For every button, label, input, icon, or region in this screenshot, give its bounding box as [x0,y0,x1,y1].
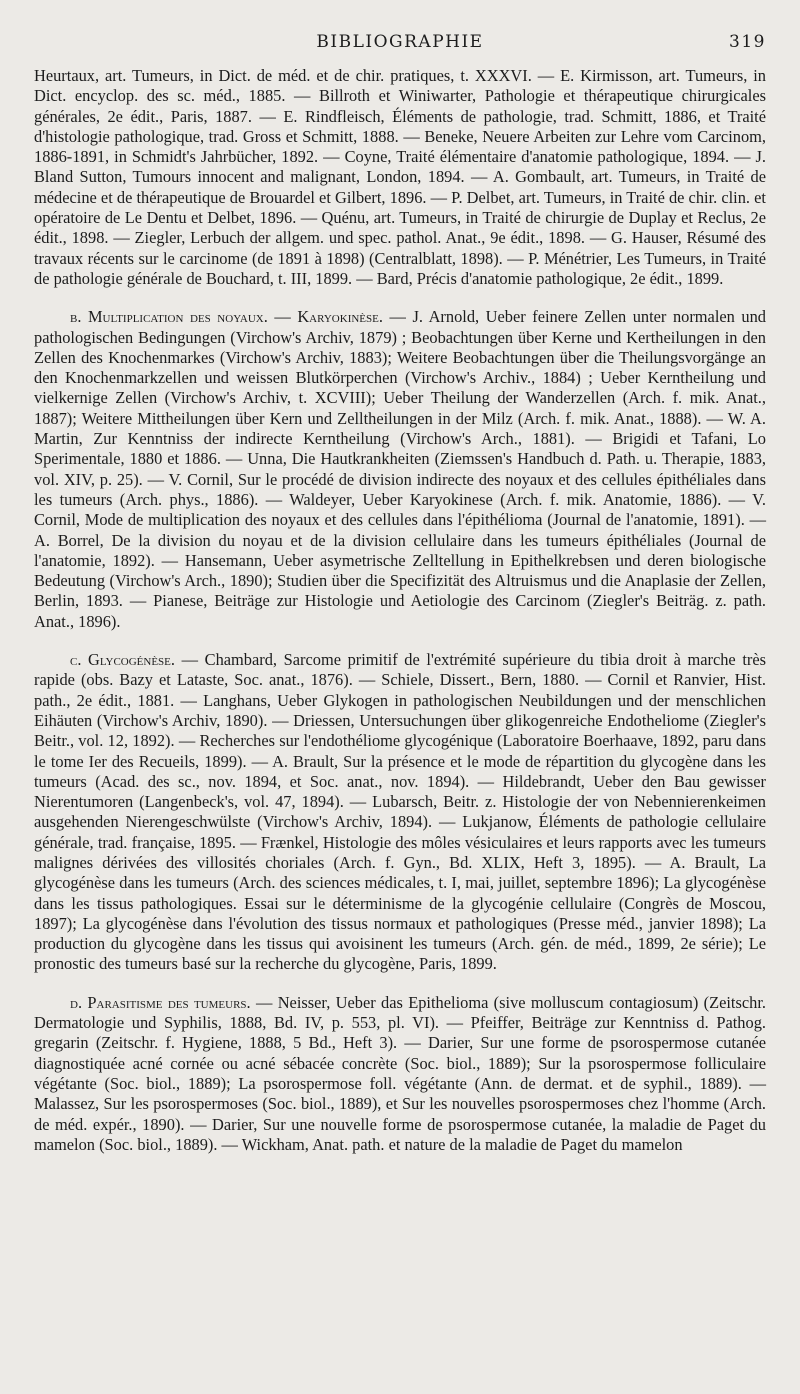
paragraph-text: — Neisser, Ueber das Epithelioma (sive molluscum contagiosum) (Zeitschr. Dermatologie und Syphilis, 1888, Bd. IV, p. 553, pl. VI). — Pfeiffer, Beiträge zur Kenntniss d. Pathog. gregarin (Zeitschr. f. Hygiene, 1888, 5 Bd., Heft 3). — Darier, Sur une forme de psorospermose cutanée diagnostiquée acné cornée ou acné sébacée concrète (Soc. biol., 1889); Sur la psorospermose folliculaire végétante (Soc. biol., 1889); La psorospermose foll. végétante (Ann. de dermat. et de syphil., 1889). — Malassez, Sur les psorospermoses (Soc. biol., 1889), et Sur les nouvelles psorospermoses chez l'homme (Arch. de méd. expér., 1890). — Darier, Sur une nouvelle forme de psorospermose cutanée, la maladie de Paget du mamelon (Soc. biol., 1889). — Wickham, Anat. path. et nature de la maladie de Paget du mamelon [34,992,766,1154]
bibliography-body [34,66,766,1155]
section-label: d. Parasitisme des tumeurs. [70,992,251,1012]
page-number: 319 [729,32,766,52]
bibliography-paragraph-general [34,66,766,289]
section-label: c. Glycogénèse. [70,650,175,670]
bibliography-paragraph-karyokinese [34,307,766,632]
running-title: BIBLIOGRAPHIE [316,32,484,52]
paragraph-text: Heurtaux, art. Tumeurs, in Dict. de méd. et de chir. pratiques, t. XXXVI. — E. Kirmisson, art. Tumeurs, in Dict. encyclop. des sc. méd., 1885. — Billroth et Winiwarter, Pathologie et thérapeutique chirurgicales générales, 2e édit., Paris, 1887. — E. Rindfleisch, Éléments de pathologie, trad. Schmitt, 1886, et Traité d'histologie pathologique, trad. Gross et Schmitt, 1888. — Beneke, Neuere Arbeiten zur Lehre vom Carcinom, 1886-1891, in Schmidt's Jahrbücher, 1892. — Coyne, Traité élémentaire d'anatomie pathologique, 1894. — J. Bland Sutton, Tumours innocent and malignant, London, 1894. — A. Gombault, art. Tumeurs, in Traité de médecine et de thérapeutique de Brouardel et Gilbert, 1896. — P. Delbet, art. Tumeurs, in Traité de chir. clin. et opératoire de Le Dentu et Delbet, 1896. — Quénu, art. Tumeurs, in Traité de chirurgie de Duplay et Reclus, 2e édit., 1898. — Ziegler, Lerbuch der allgem. und spec. pathol. Anat., 9e édit., 1898. — G. Hauser, Résumé des travaux récents sur le carcinome (de 1891 à 1898) (Centralblatt, 1898). — P. Ménétrier, Les Tumeurs, in Traité de pathologie générale de Bouchard, t. III, 1899. — Bard, Précis d'anatomie pathologique, 2e édit., 1899. [34,66,766,288]
paragraph-text: — J. Arnold, Ueber feinere Zellen unter normalen und pathologischen Bedingungen (Virchow's Archiv, 1879) ; Beobachtungen über Kerne und Kertheilungen in den Zellen des Knochenmarkes (Virchow's Archiv, 1883); Weitere Beobachtungen über die Theilungsvorgänge an den Knochenmarkzellen und weissen Blutkörperchen (Virchow's Archiv., 1884) ; Ueber Kerntheilung und vielkernige Zellen (Virchow's Archiv, t. XCVIII); Ueber Theilung der Wanderzellen (Arch. f. mik. Anat., 1887); Weitere Mittheilungen über Kern und Zelltheilungen in der Milz (Arch. f. mik. Anat., 1888). — W. A. Martin, Zur Kenntniss der indirecte Kerntheilung (Virchow's Arch., 1881). — Brigidi et Tafani, Lo Sperimentale, 1880 et 1886. — Unna, Die Hautkrankheiten (Ziemssen's Handbuch d. Path. u. Therapie, 1883, vol. XIV, p. 25). — V. Cornil, Sur le procédé de division indirecte des noyaux et des cellules épithéliales dans les tumeurs (Arch. phys., 1886). — Waldeyer, Ueber Karyokinese (Arch. f. mik. Anatomie, 1886). — V. Cornil, Mode de multiplication des noyaux et des cellules dans l'épithélioma (Journal de l'anatomie, 1891). — A. Borrel, De la division du noyau et de la division cellulaire dans les tumeurs épithéliales (Journal de l'anatomie, 1892). — Hansemann, Ueber asymetrische Zelltellung in Epithelkrebsen und deren biologische Bedeutung (Virchow's Arch., 1890); Studien über die Specifizität des Altruismus und die Anaplasie der Zellen, Berlin, 1893. — Pianese, Beiträge zur Histologie und Aetiologie des Carcinom (Ziegler's Beiträg. z. path. Anat., 1896). [34,307,766,631]
page-header [34,30,766,66]
paragraph-text: — Chambard, Sarcome primitif de l'extrémité supérieure du tibia droit à marche très rapide (obs. Bazy et Lataste, Soc. anat., 1876). — Schiele, Dissert., Bern, 1880. — Cornil et Ranvier, Hist. path., 2e édit., 1881. — Langhans, Ueber Glykogen in pathologischen Neubildungen und der menschlichen Eihäuten (Virchow's Archiv, 1890). — Driessen, Untersuchungen über glikogenreiche Endotheliome (Ziegler's Beitr., vol. 12, 1892). — Recherches sur l'endothéliome glycogénique (Laboratoire Boerhaave, 1892, paru dans le tome Ier des Recueils, 1899). — A. Brault, Sur la présence et le mode de répartition du glycogène dans les tumeurs (Acad. des sc., nov. 1894, et Soc. anat., nov. 1894). — Hildebrandt, Ueber den Bau gewisser Nierentumoren (Langenbeck's, vol. 47, 1894). — Lubarsch, Beitr. z. Histologie der von Nebennierenkeimen ausgehenden Nierengeschwülste (Virchow's Archiv, 1894). — Lukjanow, Éléments de pathologie cellulaire générale, trad. française, 1895. — Frænkel, Histologie des môles vésiculaires et leurs rapports avec les tumeurs malignes dérivées des villosités choriales (Arch. f. Gyn., Bd. XLIX, Heft 3, 1895). — A. Brault, La glycogénèse dans les tumeurs (Arch. des sciences médicales, t. I, mai, juillet, septembre 1896); La glycogénèse dans les tissus pathologiques. Essai sur le déterminisme de la glycogénie cellulaire (Congrès de Moscou, 1897); La glycogénèse dans l'évolution des tissus normaux et pathologiques (Presse méd., janvier 1898); La production du glycogène dans les tissus qui avoisinent les tumeurs (Arch. gén. de méd., 1899, 2e série); Le pronostic des tumeurs basé sur la recherche du glycogène, Paris, 1899. [34,650,766,974]
bibliography-paragraph-glycogenese [34,650,766,975]
bibliography-paragraph-parasitisme [34,993,766,1155]
section-label: b. Multiplication des noyaux. — Karyokinèse. [70,307,383,327]
